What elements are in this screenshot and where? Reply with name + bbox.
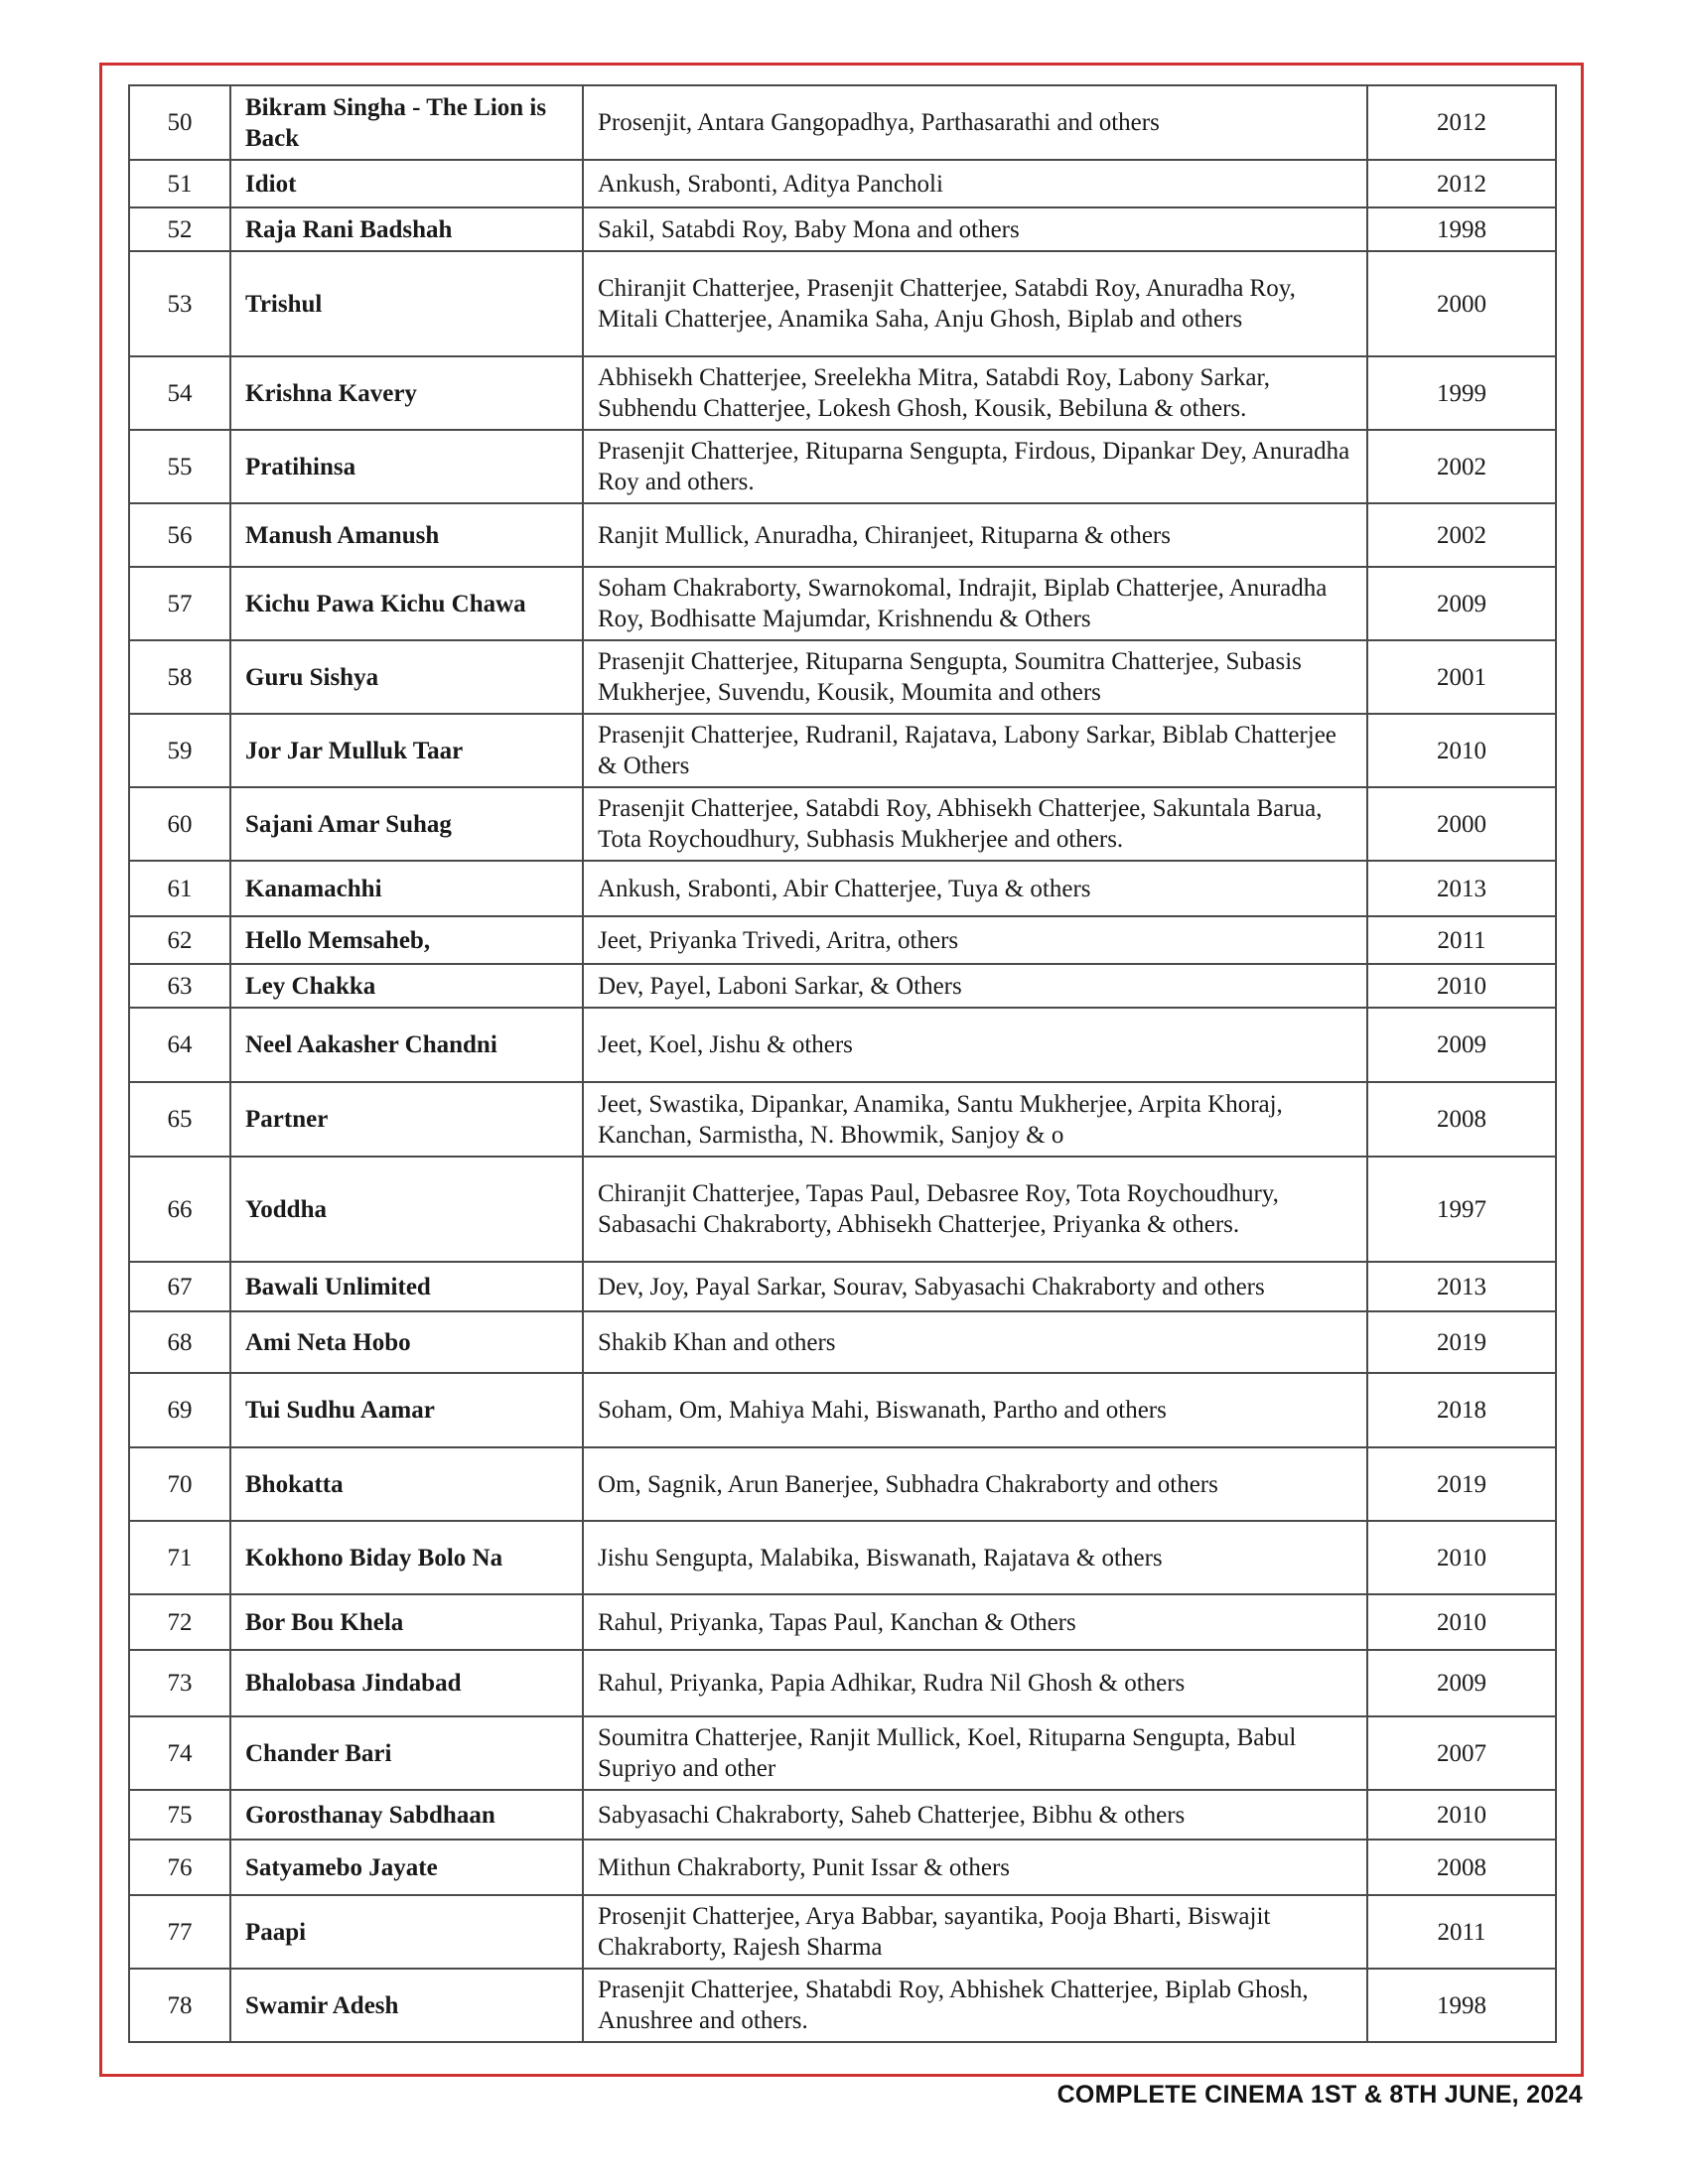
release-year: 2002 [1367,430,1556,503]
film-cast: Chiranjit Chatterjee, Prasenjit Chatterjee, Satabdi Roy, Anuradha Roy, Mitali Chatterjee, Anamika Saha, Anju Ghosh, Biplab and others [583,251,1367,356]
film-title: Chander Bari [230,1716,583,1790]
film-title: Raja Rani Badshah [230,207,583,251]
film-cast: Prosenjit, Antara Gangopadhya, Parthasarathi and others [583,85,1367,160]
release-year: 2011 [1367,916,1556,964]
table-row [129,1521,1556,1594]
release-year: 2010 [1367,714,1556,787]
row-number: 54 [129,356,230,430]
film-title: Gorosthanay Sabdhaan [230,1790,583,1840]
table-row [129,1650,1556,1716]
table-row [129,1262,1556,1311]
table-row [129,207,1556,251]
row-number: 78 [129,1969,230,2042]
film-title: Partner [230,1082,583,1157]
table-row [129,251,1556,356]
film-title: Satyamebo Jayate [230,1840,583,1895]
film-cast: Prasenjit Chatterjee, Shatabdi Roy, Abhishek Chatterjee, Biplab Ghosh, Anushree and others. [583,1969,1367,2042]
film-title: Tui Sudhu Aamar [230,1373,583,1447]
film-cast: Jeet, Priyanka Trivedi, Aritra, others [583,916,1367,964]
film-cast: Jishu Sengupta, Malabika, Biswanath, Rajatava & others [583,1521,1367,1594]
table-row [129,356,1556,430]
film-title: Guru Sishya [230,640,583,714]
film-title: Kichu Pawa Kichu Chawa [230,567,583,640]
release-year: 2007 [1367,1716,1556,1790]
film-title: Idiot [230,160,583,207]
row-number: 65 [129,1082,230,1157]
film-cast: Sakil, Satabdi Roy, Baby Mona and others [583,207,1367,251]
film-cast: Dev, Payel, Laboni Sarkar, & Others [583,964,1367,1008]
film-title: Trishul [230,251,583,356]
table-row [129,503,1556,567]
film-cast: Jeet, Koel, Jishu & others [583,1008,1367,1082]
table-row [129,567,1556,640]
table-row [129,1895,1556,1969]
film-title: Bikram Singha - The Lion is Back [230,85,583,160]
release-year: 2008 [1367,1840,1556,1895]
table-row [129,916,1556,964]
film-title: Hello Memsaheb, [230,916,583,964]
row-number: 64 [129,1008,230,1082]
row-number: 76 [129,1840,230,1895]
release-year: 2009 [1367,1008,1556,1082]
film-cast: Ankush, Srabonti, Abir Chatterjee, Tuya & others [583,861,1367,916]
row-number: 51 [129,160,230,207]
film-list-table [128,84,1557,2043]
table-row [129,430,1556,503]
film-cast: Rahul, Priyanka, Papia Adhikar, Rudra Nil Ghosh & others [583,1650,1367,1716]
film-cast: Soham, Om, Mahiya Mahi, Biswanath, Partho and others [583,1373,1367,1447]
release-year: 1999 [1367,356,1556,430]
row-number: 55 [129,430,230,503]
row-number: 73 [129,1650,230,1716]
release-year: 2012 [1367,160,1556,207]
release-year: 2013 [1367,1262,1556,1311]
table-row [129,1311,1556,1373]
row-number: 52 [129,207,230,251]
row-number: 72 [129,1594,230,1650]
film-title: Neel Aakasher Chandni [230,1008,583,1082]
release-year: 2019 [1367,1447,1556,1521]
film-title: Jor Jar Mulluk Taar [230,714,583,787]
film-title: Kokhono Biday Bolo Na [230,1521,583,1594]
release-year: 1998 [1367,207,1556,251]
release-year: 2010 [1367,964,1556,1008]
film-title: Bhalobasa Jindabad [230,1650,583,1716]
film-cast: Om, Sagnik, Arun Banerjee, Subhadra Chakraborty and others [583,1447,1367,1521]
film-title: Ley Chakka [230,964,583,1008]
film-title: Manush Amanush [230,503,583,567]
film-title: Kanamachhi [230,861,583,916]
release-year: 2010 [1367,1521,1556,1594]
release-year: 2010 [1367,1594,1556,1650]
film-cast: Chiranjit Chatterjee, Tapas Paul, Debasree Roy, Tota Roychoudhury, Sabasachi Chakraborty, Abhisekh Chatterjee, Priyanka & others. [583,1157,1367,1262]
table-row [129,1594,1556,1650]
table-row [129,1969,1556,2042]
table-row [129,1157,1556,1262]
release-year: 2001 [1367,640,1556,714]
table-row [129,861,1556,916]
table-row [129,1082,1556,1157]
table-row [129,85,1556,160]
film-cast: Abhisekh Chatterjee, Sreelekha Mitra, Satabdi Roy, Labony Sarkar, Subhendu Chatterjee, Lokesh Ghosh, Kousik, Bebiluna & others. [583,356,1367,430]
table-row [129,1716,1556,1790]
row-number: 56 [129,503,230,567]
row-number: 75 [129,1790,230,1840]
film-title: Yoddha [230,1157,583,1262]
film-cast: Prasenjit Chatterjee, Satabdi Roy, Abhisekh Chatterjee, Sakuntala Barua, Tota Roychoudhury, Subhasis Mukherjee and others. [583,787,1367,861]
row-number: 60 [129,787,230,861]
row-number: 61 [129,861,230,916]
film-cast: Prasenjit Chatterjee, Rituparna Sengupta, Soumitra Chatterjee, Subasis Mukherjee, Suvendu, Kousik, Moumita and others [583,640,1367,714]
film-title: Bor Bou Khela [230,1594,583,1650]
row-number: 77 [129,1895,230,1969]
table-row [129,964,1556,1008]
film-cast: Ankush, Srabonti, Aditya Pancholi [583,160,1367,207]
release-year: 2002 [1367,503,1556,567]
row-number: 67 [129,1262,230,1311]
film-cast: Dev, Joy, Payal Sarkar, Sourav, Sabyasachi Chakraborty and others [583,1262,1367,1311]
table-row [129,640,1556,714]
row-number: 66 [129,1157,230,1262]
row-number: 62 [129,916,230,964]
film-cast: Prasenjit Chatterjee, Rituparna Sengupta, Firdous, Dipankar Dey, Anuradha Roy and others. [583,430,1367,503]
release-year: 1997 [1367,1157,1556,1262]
release-year: 2019 [1367,1311,1556,1373]
page-footer: COMPLETE CINEMA 1ST & 8TH JUNE, 2024 [1056,2081,1583,2109]
film-title: Krishna Kavery [230,356,583,430]
release-year: 2008 [1367,1082,1556,1157]
release-year: 2018 [1367,1373,1556,1447]
release-year: 2012 [1367,85,1556,160]
film-title: Paapi [230,1895,583,1969]
film-cast: Ranjit Mullick, Anuradha, Chiranjeet, Rituparna & others [583,503,1367,567]
film-title: Bawali Unlimited [230,1262,583,1311]
table-row [129,1790,1556,1840]
row-number: 74 [129,1716,230,1790]
row-number: 71 [129,1521,230,1594]
film-list-body [129,85,1556,2042]
table-row [129,1373,1556,1447]
row-number: 70 [129,1447,230,1521]
release-year: 2000 [1367,251,1556,356]
release-year: 2010 [1367,1790,1556,1840]
release-year: 2009 [1367,567,1556,640]
film-cast: Prosenjit Chatterjee, Arya Babbar, sayantika, Pooja Bharti, Biswajit Chakraborty, Rajesh Sharma [583,1895,1367,1969]
film-title: Bhokatta [230,1447,583,1521]
release-year: 2011 [1367,1895,1556,1969]
film-title: Ami Neta Hobo [230,1311,583,1373]
table-row [129,1008,1556,1082]
film-cast: Prasenjit Chatterjee, Rudranil, Rajatava, Labony Sarkar, Biblab Chatterjee & Others [583,714,1367,787]
film-cast: Soumitra Chatterjee, Ranjit Mullick, Koel, Rituparna Sengupta, Babul Supriyo and other [583,1716,1367,1790]
table-row [129,787,1556,861]
row-number: 63 [129,964,230,1008]
row-number: 53 [129,251,230,356]
film-cast: Soham Chakraborty, Swarnokomal, Indrajit, Biplab Chatterjee, Anuradha Roy, Bodhisatte Majumdar, Krishnendu & Others [583,567,1367,640]
film-cast: Jeet, Swastika, Dipankar, Anamika, Santu Mukherjee, Arpita Khoraj, Kanchan, Sarmistha, N. Bhowmik, Sanjoy & o [583,1082,1367,1157]
film-cast: Sabyasachi Chakraborty, Saheb Chatterjee, Bibhu & others [583,1790,1367,1840]
table-row [129,1447,1556,1521]
table-row [129,714,1556,787]
table-row [129,1840,1556,1895]
row-number: 68 [129,1311,230,1373]
release-year: 2013 [1367,861,1556,916]
row-number: 59 [129,714,230,787]
release-year: 1998 [1367,1969,1556,2042]
film-cast: Shakib Khan and others [583,1311,1367,1373]
release-year: 2009 [1367,1650,1556,1716]
table-row [129,160,1556,207]
release-year: 2000 [1367,787,1556,861]
film-title: Swamir Adesh [230,1969,583,2042]
row-number: 69 [129,1373,230,1447]
row-number: 58 [129,640,230,714]
film-cast: Rahul, Priyanka, Tapas Paul, Kanchan & Others [583,1594,1367,1650]
row-number: 57 [129,567,230,640]
row-number: 50 [129,85,230,160]
film-title: Sajani Amar Suhag [230,787,583,861]
film-cast: Mithun Chakraborty, Punit Issar & others [583,1840,1367,1895]
film-title: Pratihinsa [230,430,583,503]
